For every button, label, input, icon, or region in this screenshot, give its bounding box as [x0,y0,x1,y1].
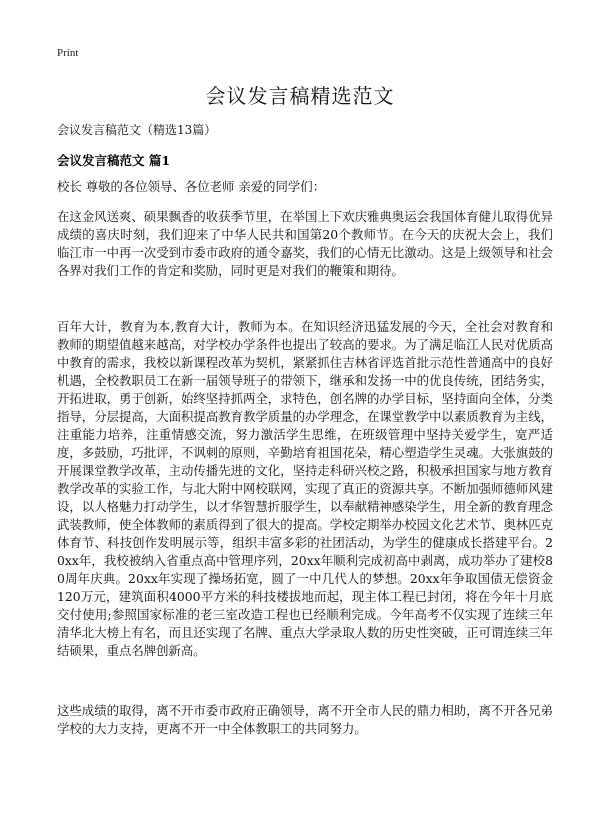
paragraph-1: 在这金风送爽、硕果飘香的收获季节里，在举国上下欢庆雅典奥运会我国体育健儿取得优异成绩的喜庆时刻，我们迎来了中华人民共和国第20个教师节。在今天的庆祝大会上，我们临江市一中再一次受到市委市政府的通令嘉奖，我们的心情无比激动。这是上级领导和社会各界对我们工作的肯定和奖励，同时更是对我们的鞭策和期待。 [57,209,553,278]
document-subtitle: 会议发言稿范文（精选13篇） [57,123,217,137]
page-title: 会议发言稿精选范文 [205,84,395,108]
paragraph-2: 百年大计，教育为本,教育大计，教师为本。在知识经济迅猛发展的今天，全社会对教育和教师的期望值越来越高，对学校办学条件也提出了较高的要求。为了满足临江人民对优质高中教育的需求，我校以新课程改革为契机，紧紧抓住吉林省评选首批示范性普通高中的良好机遇，全校教职员工在新一届领导班子的带领下，继承和发扬一中的优良传统，团结务实，开拓进取，勇于创新，始终坚持抓两全，求特色，创名牌的办学目标，坚持面向全体，分类指导，分层提高，大面积提高教育教学质量的办学理念，在课堂教学中以素质教育为主线，注重能力培养，注重情感交流，努力激活学生思维，在班级管理中坚持关爱学生，宽严适度，多鼓励，巧批评，不讽刺的原则，辛勤培育祖国花朵，精心塑造学生灵魂。大张旗鼓的开展课堂教学改革，主动传播先进的文化，坚持走科研兴校之路，积极承担国家与地方教育教学改革的实验工作，与北大附中网校联网，实现了真正的资源共享。不断加强师德师风建设，以人格魅力打动学生，以才华智慧折服学生，以奉献精神感染学生，用全新的教育理念武装教师，使全体教师的素质得到了很大的提高。学校定期举办校园文化艺术节、奥林匹克体育节、科技创作发明展示等，组织丰富多彩的社团活动，为学生的健康成长搭建平台。20xx年，我校被纳入省重点高中管理序列，20xx年顺利完成初高中剥离，成功举办了建校80周年庆典。20xx年实现了操场拓宽，圆了一中几代人的梦想。20xx年争取国债无偿资金120万元，建筑面积4000平方米的科技楼拔地而起，现主体工程已封闭，将在今年十月底交付使用;参照国家标准的老三室改造工程也已经顺利完成。今年高考不仅实现了连续三年清华北大榜上有名，而且还实现了名牌、重点大学录取人数的历史性突破，正可谓连续三年结硕果，重点名牌创新高。 [57,319,553,658]
greeting-line: 校长 尊敬的各位领导、各位老师 亲爱的同学们： [57,179,326,194]
print-label[interactable]: Print [57,47,79,59]
section-heading: 会议发言稿范文 篇1 [57,153,171,168]
paragraph-3: 这些成绩的取得，离不开市委市政府正确领导，离不开全市人民的鼎力相助，离不开各兄弟学校的大力支持，更离不开一中全体教职工的共同努力。 [57,703,553,736]
